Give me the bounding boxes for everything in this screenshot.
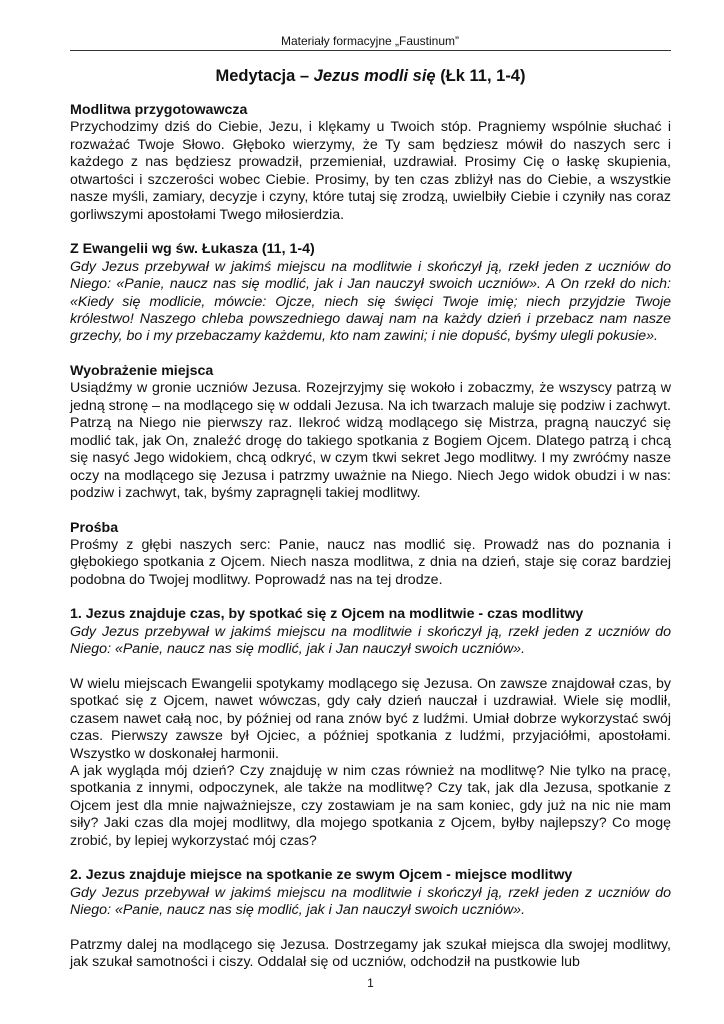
section-text: Patrzmy dalej na modlącego się Jezusa. Dostrzegamy jak szukał miejsca dla swojej modlitwy, jak szukał samotności i ciszy. Oddalał się od uczniów, odchodził na pustkowie lub — [70, 936, 671, 971]
title-prefix: Medytacja – — [215, 67, 314, 85]
section-heading: 1. Jezus znajduje czas, by spotkać się z Ojcem na modlitwie - czas modlitwy — [70, 606, 584, 623]
gospel-quote: Gdy Jezus przebywał w jakimś miejscu na modlitwie i skończył ją, rzekł jeden z uczniów do Niego: «Panie, naucz nas się modlić, jak i Jan nauczył swoich uczniów». — [70, 884, 671, 919]
gospel-quote: Gdy Jezus przebywał w jakimś miejscu na modlitwie i skończył ją, rzekł jeden z uczniów do Niego: «Panie, naucz nas się modlić, jak i Jan nauczył swoich uczniów». A On rzekł do nich: «Kiedy się modlicie, mówcie: Ojcze, niech się święci Twoje imię; niech przyjdzie Twoje królestwo! Naszego chleba powszedniego dawaj nam na każdy dzień i przebacz nam nasze grzechy, bo i my przebaczamy każdemu, kto nam zawini; i nie dopuść, byśmy ulegli pokusie». — [70, 258, 671, 345]
section-text: Usiądźmy w gronie uczniów Jezusa. Rozejrzyjmy się wokoło i zobaczmy, że wszyscy patrzą w jedną stronę – na modlącego się w oddali Jezusa. Na ich twarzach maluje się podziw i zachwyt. Patrzą na Niego nie pierwszy raz. Ilekroć widzą modlącego się Mistrza, pragną nauczyć się modlić tak, jak On, znaleźć drogę do takiego spotkania z Bogiem Ojcem. Dlatego patrzą i chcą się nasyć Jego widokiem, chcą odkryć, w czym tkwi sekret Jego modlitwy. I my zwróćmy nasze oczy na modlącego się Jezusa i patrzmy uważnie na Niego. Niech Jego widok obudzi i w nas: podziw i zachwyt, tak, byśmy zapragnęli takiej modlitwy. — [70, 380, 671, 502]
running-header: Materiały formacyjne „Faustinum” — [280, 34, 460, 48]
document-body — [70, 102, 671, 971]
section-prayer — [70, 102, 671, 224]
title-suffix: (Łk 11, 1-4) — [435, 67, 526, 85]
section-heading: Modlitwa przygotowawcza — [70, 102, 248, 118]
section-request — [70, 520, 671, 590]
section-gospel — [70, 241, 671, 346]
section-text: A jak wygląda mój dzień? Czy znajduję w nim czas również na modlitwę? Nie tylko na pracę, spotkania z innymi, odpoczynek, ale także na modlitwę? Czy tak, jak dla Jezusa, spotkanie z Ojcem jest dla mnie najważniejsze, czy zostawiam je na sam koniec, gdy już na nic nie mam siły? Jaki czas dla mojej modlitwy, dla mojego spotkania z Ojcem, byłby najlepszy? Co mogę zrobić, by lepiej wykorzystać mój czas? — [70, 762, 671, 849]
section-heading: Prośba — [70, 519, 119, 536]
section-heading: Z Ewangelii wg św. Łukasza (11, 1-4) — [70, 241, 315, 258]
section-text: Przychodzimy dziś do Ciebie, Jezu, i klękamy u Twoich stóp. Pragniemy wspólnie słuchać i rozważać Twoje Słowo. Głęboko wierzymy, że Ty sam będziesz mówił do naszych serc i każdego z nas będziesz prowadził, przemieniał, uzdrawiał. Prosimy Cię o łaskę skupienia, otwartości i szczerości wobec Ciebie. Prosimy, by ten czas zbliżył nas do Ciebie, a wszystkie nasze myśli, zamiary, decyzje i czyny, które tutaj się zrodzą, uwielbiły Ciebie i czyniły nas coraz gorliwszymi apostołami Twego miłosierdzia. — [70, 119, 671, 223]
section-heading: Wyobrażenie miejsca — [70, 362, 214, 379]
section-text: Prośmy z głębi naszych serc: Panie, naucz nas modlić się. Prowadź nas do poznania i głębokiego spotkania z Ojcem. Niech nasza modlitwa, z dnia na dzień, staje się coraz bardziej podobna do Twojej modlitwy. Poprowadź nas na tej drodze. — [70, 536, 671, 588]
section-point-2 — [70, 867, 671, 971]
page-number: 1 — [367, 976, 374, 990]
header-rule — [70, 50, 671, 51]
title-italic: Jezus modli się — [313, 67, 436, 85]
page-title — [70, 66, 671, 86]
section-heading: 2. Jezus znajduje miejsce na spotkanie ze swym Ojcem - miejsce modlitwy — [70, 867, 573, 884]
section-text: W wielu miejscach Ewangelii spotykamy modlącego się Jezusa. On zawsze znajdował czas, by spotkać się z Ojcem, nawet wówczas, gdy cały dzień nauczał i uzdrawiał. Wiele się modlił, czasem nawet całą noc, by później od rana znów być z ludźmi. Umiał dobrze wykorzystać swój czas. Pierwszy zawsze był Ojciec, a później spotkania z ludźmi, przyjaciółmi, apostołami. Wszystko w doskonałej harmonii. — [70, 675, 671, 762]
section-point-1 — [70, 606, 671, 850]
section-imagining — [70, 363, 671, 503]
gospel-quote: Gdy Jezus przebywał w jakimś miejscu na modlitwie i skończył ją, rzekł jeden z uczniów do Niego: «Panie, naucz nas się modlić, jak i Jan nauczył swoich uczniów». — [70, 623, 671, 658]
